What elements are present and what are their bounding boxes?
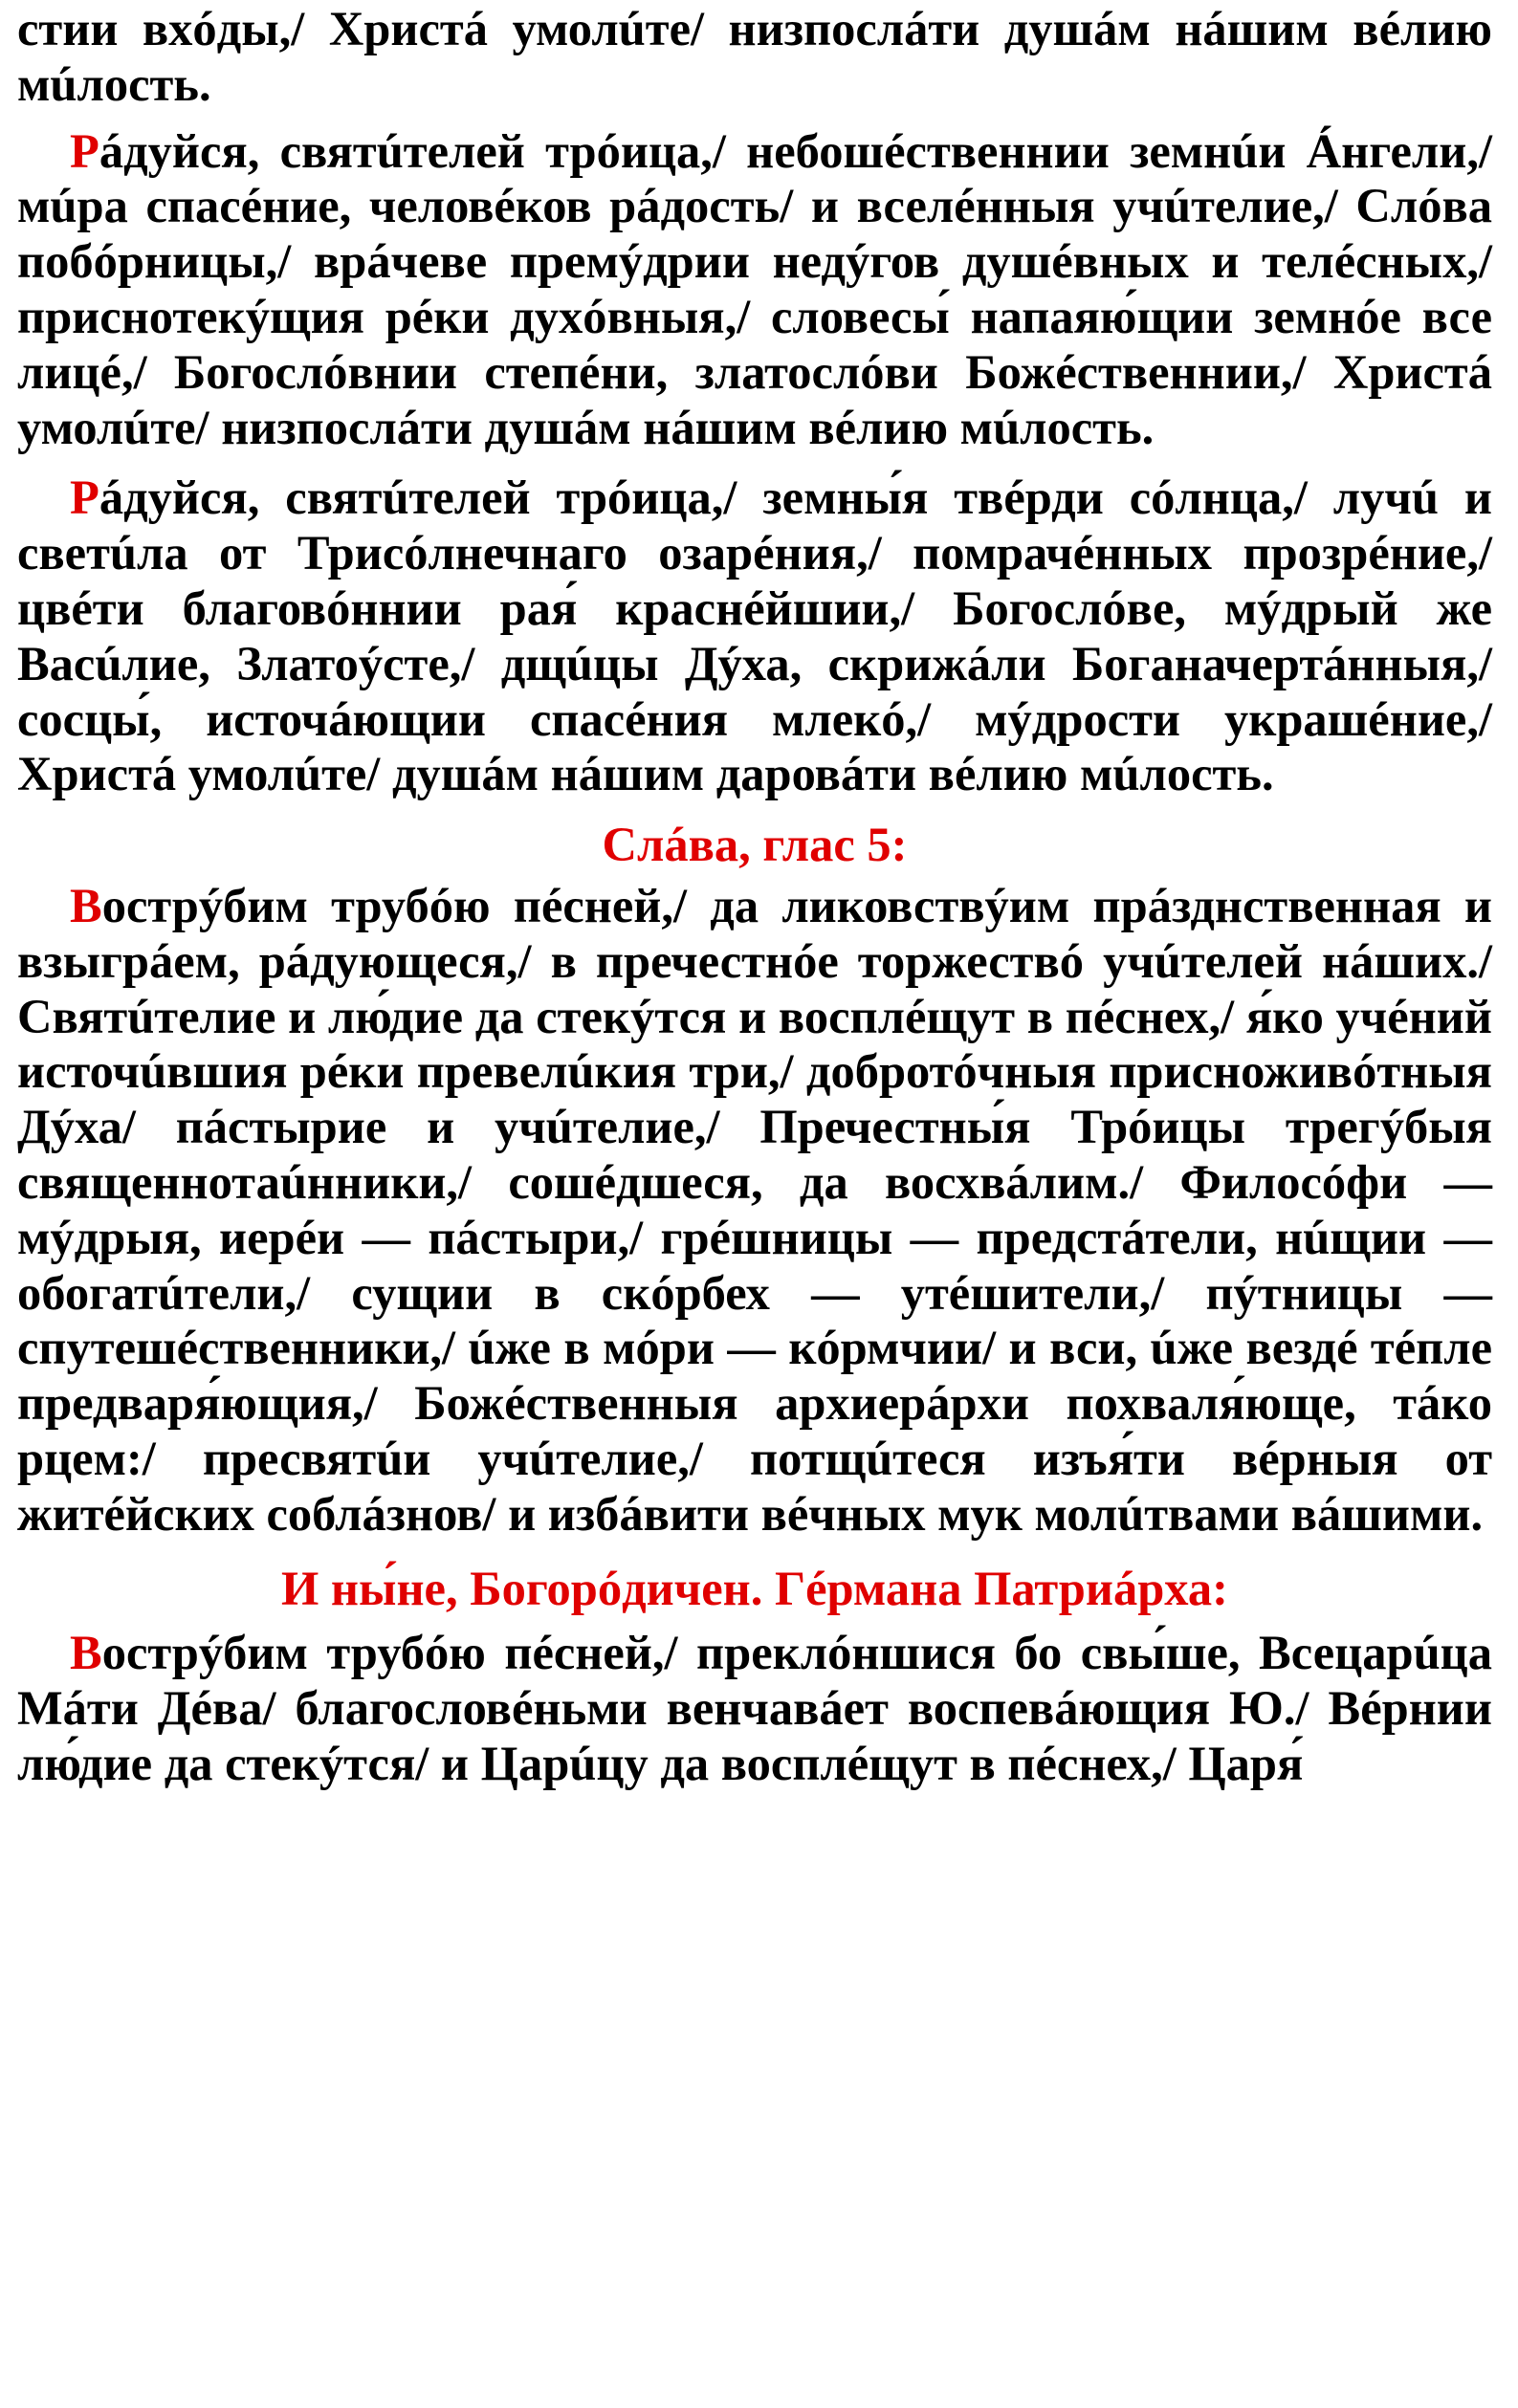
paragraph-text: áдуйся, святúтелей трóица,/ небошéственнии земнúи Áнгели,/ мúра спасéние, человéков рáдость/ и вселéнныя учúтелие,/ Слóва побóрницы,/ врáчеве премýдрии недýгов душéвных и телéсных,/ приснотекýщия рéки духóвныя,/ словесы́ напаяю́щии земнóе все лицé,/ Богослóвнии степéни, златослóви Божéственнии,/ Христá умолúте/ низпослáти душáм нáшим вéлию мúлость. [17, 123, 1492, 454]
slava-heading: Слáва, глас 5: [602, 818, 908, 872]
liturgical-text-page [17, 2, 1492, 1807]
paragraph-text: острýбим трубóю пéсней,/ преклóншися бо свы́ше, Всецарúца Мáти Дéва/ благословéньми венчавáет воспевáющия Ю./ Вéрнии лю́дие да стекýтся/ и Царúцу да восплéщут в пéснех,/ Царя́ [17, 1626, 1492, 1790]
red-initial: В [70, 878, 102, 932]
continued-paragraph [17, 2, 1492, 113]
red-initial: В [70, 1626, 102, 1680]
paragraph-text: áдуйся, святúтелей трóица,/ земны́я твéрди сóлнца,/ лучú и светúла от Трисóлнечнаго озарéния,/ помрачéнных прозрéние,/ цвéти благовóннии рая́ краснéйшии,/ Богослóве, мýдрый же Васúлие, Златоýсте,/ дщúцы Дýха, скрижáли Боганачертáнныя,/ сосцы́, источáющии спасéния млекó,/ мýдрости украшéние,/ Христá умолúте/ душáм нáшим даровáти вéлию мúлость. [17, 471, 1492, 801]
theotokion-heading: И ны́не, Богорóдичен. Гéрмана Патриáрха: [281, 1561, 1228, 1615]
paragraph-text: острýбим трубóю пéсней,/ да ликовствýим прáзднственная и взыгрáем, рáдующеся,/ в пречестнóе торжествó учúтелей нáших./ Святúтелие и лю́дие да стекýтся и восплéщут в пéснех,/ я́ко учéний источúвшия рéки превелúкия три,/ добротóчныя присноживóтныя Дýха/ пáстырие и учúтелие,/ Пречестны́я Трóицы трегýбыя священнотаúнники,/ сошéдшеся, да восхвáлим./ Филосóфи — мýдрыя, иерéи — пáстыри,/ грéшницы — предстáтели, нúщии — обогатúтели,/ сущии в скóрбех — утéшители,/ пýтницы — спутешéственники,/ úже в мóри — кóрмчии/ и вси, úже вездé тéпле предваря́ющия,/ Божéственныя архиерáрхи похваля́юще, тáко рцем:/ пресвятúи учúтелие,/ потщúтеся изъя́ти вéрныя от житéйских соблáзнов/ и избáвити вéчных мук молúтвами вáшими. [17, 878, 1492, 1541]
stichera-paragraph-2 [17, 471, 1492, 802]
paragraph-text: стии вхóды,/ Христá умолúте/ низпослáти душáм нáшим вéлию мúлость. [17, 2, 1492, 111]
red-initial: Р [70, 471, 99, 525]
slava-paragraph [17, 879, 1492, 1543]
theotokion-paragraph [17, 1626, 1492, 1791]
stichera-paragraph-1 [17, 124, 1492, 456]
red-initial: Р [70, 123, 99, 178]
